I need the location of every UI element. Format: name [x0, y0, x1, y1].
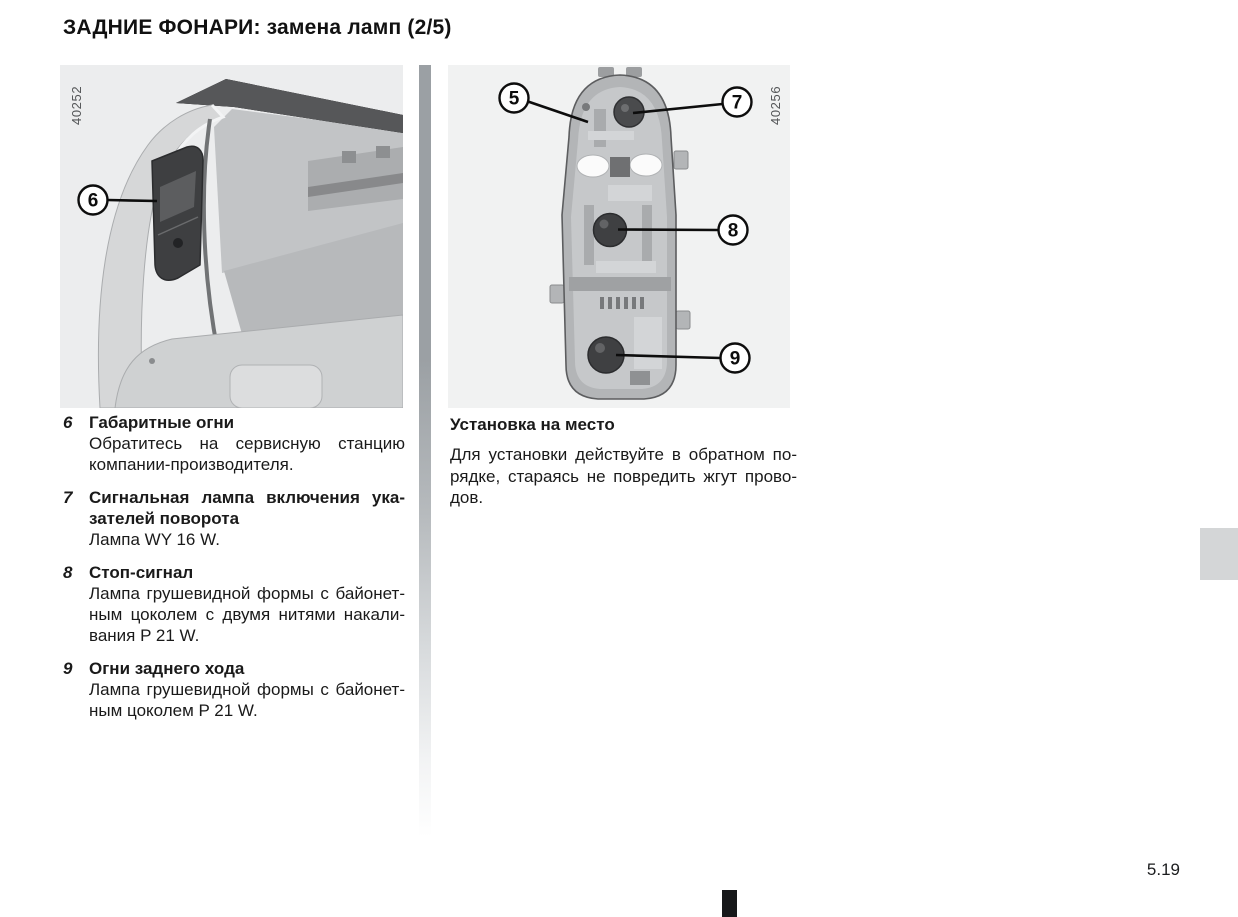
taillight: [152, 146, 203, 280]
list-item-7: [63, 487, 405, 550]
section-tab-marker: [1200, 528, 1238, 580]
callout-6-label: 6: [87, 190, 99, 212]
item-body: Лампа грушевидной формы с байонет- ным цоколем P 21 W.: [89, 680, 405, 720]
item-body: Обратитесь на сервисную станцию компании-производителя.: [89, 434, 405, 474]
callout-9-label: 9: [729, 348, 741, 370]
lens-hole-right: [630, 154, 662, 176]
figure-id-label: 40252: [69, 85, 84, 125]
list-item-9: [63, 658, 405, 721]
item-heading: Сигнальная лампа включения ука- зателей поворота: [89, 488, 405, 528]
lamp-carrier-illustration: [448, 65, 790, 408]
figure-lamp-carrier: [448, 65, 790, 408]
list-item-8: [63, 562, 405, 646]
installation-body: Для установки действуйте в обратном по- рядке, стараясь не повредить жгут прово- дов.: [450, 445, 797, 507]
item-number: 7: [63, 488, 73, 507]
callout-7-label: 7: [731, 92, 743, 114]
item-heading: Огни заднего хода: [89, 659, 245, 678]
legend-list: [63, 412, 405, 733]
car-rear-illustration: [60, 65, 403, 408]
item-body: Лампа WY 16 W.: [89, 530, 220, 549]
callout-5-label: 5: [508, 88, 520, 110]
item-number: 9: [63, 659, 73, 678]
print-registration-mark: [722, 890, 737, 917]
item-heading: Стоп-сигнал: [89, 563, 194, 582]
list-item-6: [63, 412, 405, 475]
item-number: 6: [63, 413, 73, 432]
figure-id-label: 40256: [768, 85, 783, 125]
bumper-step: [230, 365, 322, 408]
installation-heading: Установка на место: [450, 415, 615, 434]
column-divider: [419, 65, 431, 837]
small-socket: [582, 103, 590, 111]
page-number: 5.19: [1146, 860, 1180, 879]
item-heading: Габаритные огни: [89, 413, 235, 432]
item-number: 8: [63, 563, 73, 582]
item-body: Лампа грушевидной формы с байонет- ным цоколем с двумя нитями накали- вания P 21 W.: [89, 584, 405, 645]
carrier-separator: [569, 277, 671, 291]
page-title: ЗАДНИЕ ФОНАРИ: замена ламп (2/5): [63, 16, 452, 39]
installation-section: [450, 414, 797, 509]
lens-hole-left: [577, 155, 609, 177]
figure-car-rear: [60, 65, 403, 408]
callout-8-label: 8: [727, 220, 739, 242]
center-latch: [610, 157, 630, 177]
